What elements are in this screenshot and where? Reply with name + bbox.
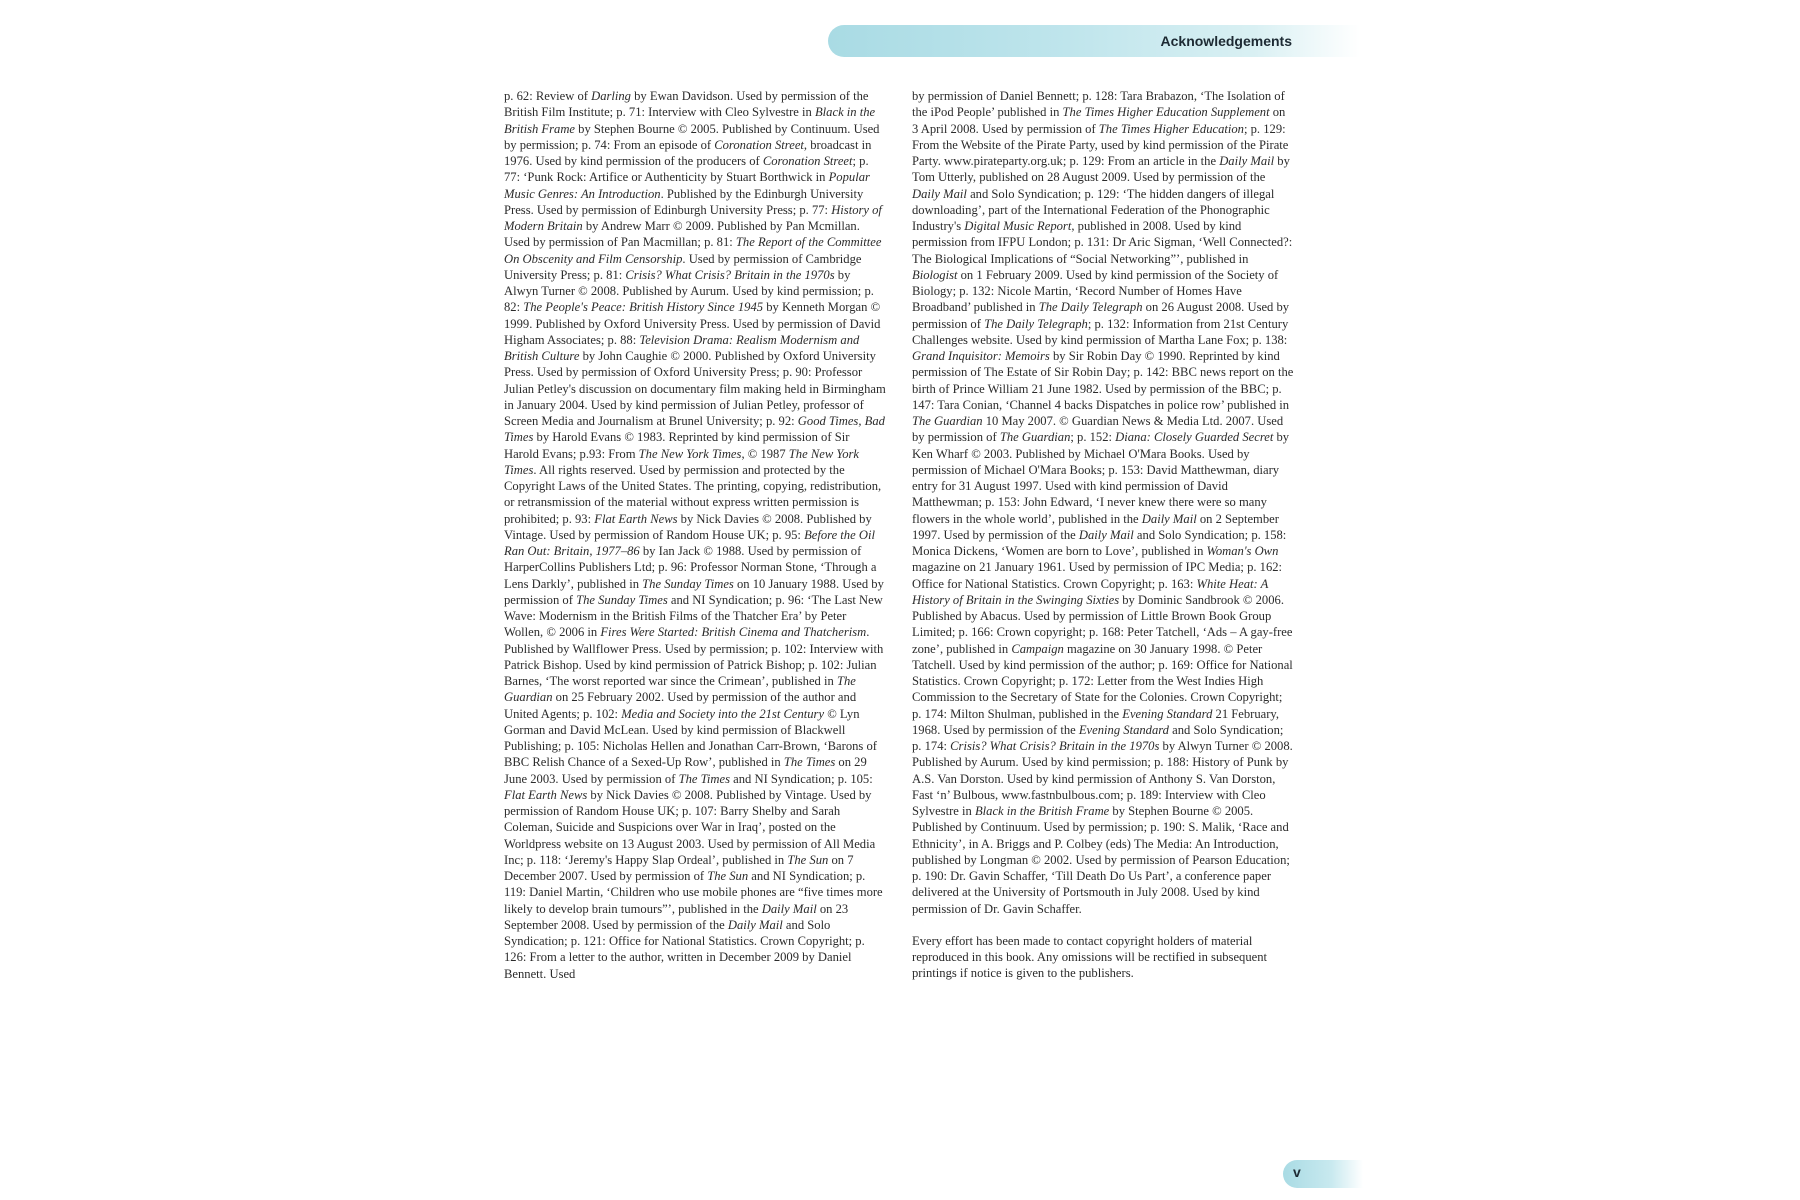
citation-title: Daily Mail	[1219, 154, 1275, 168]
citation-title: Campaign	[1011, 641, 1064, 656]
citation-title: Flat Earth News	[504, 787, 588, 802]
citation-title: Daily Mail	[727, 917, 783, 932]
citation-text: ; p. 77: ‘Punk Rock: Artifice or Authenticity by Stuart Borthwick in	[504, 154, 869, 185]
citation-title: The Daily Telegraph	[1038, 300, 1143, 315]
citation-title: Biologist	[912, 267, 958, 282]
citation-text: by Alwyn Turner © 2008. Published by Aurum. Used by kind permission; p. 82:	[504, 267, 874, 315]
citation-title: The Sun	[707, 869, 749, 883]
citation-text: p. 62: Review of	[504, 89, 592, 103]
citation-text: magazine on 30 January 1998. © Peter Tatchell. Used by kind permission of the author; p. 169: Office for National Statistics. Crown Copyright; p. 172: Letter from the West Indies High Commission to the Secretary of State for the Colonies. Crown Copyright; p. 174: Milton Shulman, published in the	[912, 641, 1293, 721]
citation-title: The Guardian	[999, 430, 1071, 445]
citation-title: Good Times, Bad Times	[504, 414, 885, 445]
citation-title: Woman's Own	[1206, 544, 1279, 558]
citation-title: The Times Higher Education	[1098, 121, 1244, 136]
closing-note: Every effort has been made to contact copyright holders of material reproduced in this book. Any omissions will be rectified in subsequent printings if notice is given to the publishers.	[912, 933, 1268, 981]
citation-title: The Sunday Times	[576, 592, 668, 607]
citation-title: Fires Were Started: British Cinema and Thatcherism	[600, 625, 867, 640]
citation-text: and NI Syndication; p. 119: Daniel Martin, ‘Children who use mobile phones are “five times more likely to develop brain tumours”’, published in the	[504, 869, 883, 916]
citation-text: on 26 August 2008. Used by permission of	[912, 300, 1290, 331]
citation-text: . All rights reserved. Used by permission and protected by the Copyright Laws of the United States. The printing, copying, redistribution, or retransmission of the material without express written permission is prohibited; p. 93:	[504, 462, 882, 526]
citation-text: on 1 February 2009. Used by kind permission of the Society of Biology; p. 132: Nicole Martin, ‘Record Number of Homes Have Broadband’ published in	[912, 267, 1279, 315]
citation-title: The Daily Telegraph	[984, 316, 1088, 331]
citation-title: The New York Times	[504, 446, 860, 477]
citation-text: by Ian Jack © 1988. Used by permission of HarperCollins Publishers Ltd; p. 96: Professor Norman Stone, ‘Through a Lens Darkly’, published in	[504, 544, 877, 591]
acknowledgements-right-column	[912, 88, 1294, 982]
citation-text: by Tom Utterly, published on 28 August 2009. Used by permission of the	[912, 154, 1290, 185]
citation-text: 10 May 2007. © Guardian News & Media Ltd. 2007. Used by permission of	[912, 414, 1284, 445]
citation-title: Daily Mail	[912, 186, 967, 201]
citation-text: ; p. 132: Information from 21st Century Challenges website. Used by kind permission of Martha Lane Fox; p. 138:	[912, 316, 1289, 347]
citation-title: Daily Mail	[1078, 527, 1134, 542]
citation-text: on 10 January 1988. Used by permission of	[504, 576, 884, 607]
citation-title: The New York Times	[638, 446, 742, 461]
citation-title: Black in the British Frame	[504, 105, 876, 136]
acknowledgements-left-column	[504, 88, 886, 982]
citation-text: by Sir Robin Day © 1990. Reprinted by kind permission of The Estate of Sir Robin Day; p. 142: BBC news report on the birth of Prince William 21 June 1982. Used by permission of the BBC; p. 147: Tara Conian, ‘Channel 4 backs Dispatches in police row’ published in	[912, 349, 1294, 412]
citation-title: Coronation Street	[714, 137, 804, 152]
citation-title: The Times	[678, 771, 730, 786]
citation-text: . Published by the Edinburgh University Press. Used by permission of Edinburgh University Press; p. 77:	[504, 186, 864, 217]
citation-text: by Nick Davies © 2008. Published by Vintage. Used by permission of Random House UK; p. 107: Barry Shelby and Sarah Coleman, Suicide and Suspicions over War in Iraq’, posted on the Worldpress website on 13 August 2003. Used by permission of All Media Inc; p. 118: ‘Jeremy's Happy Slap Ordeal’, published in	[504, 787, 876, 867]
citation-text: on 23 September 2008. Used by permission of the	[504, 901, 849, 932]
citation-title: The Sunday Times	[642, 576, 734, 591]
citation-title: The People's Peace: British History Since 1945	[523, 300, 764, 315]
citation-title: The Sun	[787, 852, 829, 867]
citation-title: Television Drama: Realism Modernism and British Culture	[504, 332, 860, 363]
citation-text: by Harold Evans © 1983. Reprinted by kind permission of Sir Harold Evans; p.93: From	[504, 430, 850, 461]
citation-title: Popular Music Genres: An Introduction	[504, 170, 870, 201]
citation-title: Crisis? What Crisis? Britain in the 1970s	[625, 267, 835, 282]
citation-text: , broadcast in 1976. Used by kind permission of the producers of	[504, 137, 872, 168]
citation-title: The Guardian	[912, 414, 983, 428]
citation-title: Evening Standard	[1122, 706, 1213, 721]
citation-title: Crisis? What Crisis? Britain in the 1970s	[950, 739, 1160, 753]
citation-text: by Andrew Marr © 2009. Published by Pan Mcmillan. Used by permission of Pan Macmillan; p. 81:	[504, 219, 860, 250]
citation-text: by Ken Wharf © 2003. Published by Michael O'Mara Books. Used by permission of Michael O'Mara Books; p. 153: David Matthewman, diary entry for 31 August 1997. Used with kind permission of David Matthewman; p. 153: John Edward, ‘I never knew there were so many flowers in the whole world’, published in the	[912, 430, 1290, 526]
citation-text: and NI Syndication; p. 105:	[730, 771, 873, 786]
citation-title: The Times	[783, 755, 836, 770]
left-column-text	[504, 88, 886, 982]
citation-title: Before the Oil Ran Out: Britain, 1977–86	[504, 527, 875, 558]
citation-title: Evening Standard	[1078, 722, 1169, 737]
citation-title: Black in the British Frame	[974, 804, 1110, 818]
citation-title: White Heat: A History of Britain in the Swinging Sixties	[912, 576, 1269, 607]
citation-text: on 3 April 2008. Used by permission of	[912, 105, 1286, 136]
citation-text: by Alwyn Turner © 2008. Published by Aurum. Used by kind permission; p. 188: History of Punk by A.S. Van Dorston. Used by kind permission of Anthony S. Van Dorston, Fast ‘n’ Bulbous, www.fastnbulbous.com; p. 189: Interview with Cleo Sylvestre in	[912, 739, 1293, 818]
citation-title: Diana: Closely Guarded Secret	[1115, 430, 1274, 445]
citation-text: by Nick Davies © 2008. Published by Vintage. Used by permission of Random House UK; p. 95:	[504, 511, 872, 542]
citation-title: Media and Society into the 21st Century	[621, 706, 825, 721]
citation-text: by permission of Daniel Bennett; p. 128: Tara Brabazon, ‘The Isolation of the iPod People’ published in	[912, 89, 1285, 120]
citation-title: Daily Mail	[1141, 511, 1197, 526]
citation-text: and NI Syndication; p. 96: ‘The Last New Wave: Modernism in the British Films of the Thatcher Era’ by Peter Wollen, © 2006 in	[504, 592, 883, 640]
citation-text: , published in 2008. Used by kind permission from IFPU London; p. 131: Dr Aric Sigman, ‘Well Connected?: The Biological Implications of “Social Networking”’, published in	[912, 219, 1293, 266]
citation-title: History of Modern Britain	[504, 202, 882, 233]
citation-text: and Solo Syndication; p. 121: Office for National Statistics. Crown Copyright; p. 126: From a letter to the author, written in December 2009 by Daniel Bennett. Used	[504, 917, 865, 981]
citation-text: © Lyn Gorman and David McLean. Used by kind permission of Blackwell Publishing; p. 105: Nicholas Hellen and Jonathan Carr-Brown, ‘Barons of BBC Relish Chance of a Sexed-Up Row’, published in	[504, 706, 877, 770]
citation-text: 21 February, 1968. Used by permission of the	[912, 706, 1280, 737]
citation-text: on 25 February 2002. Used by permission of the author and United Agents; p. 102:	[504, 690, 857, 721]
citation-title: The Times Higher Education Supplement	[1062, 105, 1270, 120]
citation-text: and Solo Syndication; p. 158: Monica Dickens, ‘Women are born to Love’, published in	[912, 527, 1287, 558]
citation-text: . Used by permission of Cambridge University Press; p. 81:	[504, 251, 862, 282]
citation-text: by Stephen Bourne © 2005. Published by Continuum. Used by permission; p. 74: From an episode of	[504, 121, 880, 152]
citation-text: on 29 June 2003. Used by permission of	[504, 755, 867, 786]
citation-text: by Stephen Bourne © 2005. Published by Continuum. Used by permission; p. 190: S. Malik, ‘Race and Ethnicity’, in A. Briggs and P. Colbey (eds) The Media: An Introduction, published by Longman © 2002. Used by permission of Pearson Education; p. 190: Dr. Gavin Schaffer, ‘Till Death Do Us Part’, a conference paper delivered at the University of Portsmouth in July 2008. Used by kind permission of Dr. Gavin Schaffer.	[912, 804, 1290, 916]
citation-text: by John Caughie © 2000. Published by Oxford University Press. Used by permission of Oxford University Press; p. 90: Professor Julian Petley's discussion on documentary film making held in Birmingham in January 2004. Used by kind permission of Julian Petley, professor of Screen Media and Journalism at Brunel University; p. 92:	[504, 349, 886, 428]
citation-text: by Kenneth Morgan © 1999. Published by Oxford University Press. Used by permission of David Higham Associates; p. 88:	[504, 300, 881, 347]
right-column-text	[912, 88, 1294, 917]
citation-title: Grand Inquisitor: Memoirs	[912, 349, 1050, 363]
citation-text: by Dominic Sandbrook © 2006. Published by Abacus. Used by permission of Little Brown Book Group Limited; p. 166: Crown copyright; p. 168: Peter Tatchell, ‘Ads – A gay-free zone’, published in	[912, 592, 1293, 656]
citation-text: and Solo Syndication; p. 129: ‘The hidden dangers of illegal downloading’, part of the International Federation of the Phonographic Industry's	[912, 186, 1275, 233]
citation-title: Daily Mail	[761, 901, 817, 916]
citation-text: ; p. 152:	[1070, 430, 1116, 445]
citation-title: Flat Earth News	[594, 511, 678, 526]
page-number: v	[1293, 1164, 1301, 1180]
citation-title: Digital Music Report	[964, 219, 1072, 233]
citation-title: Coronation Street	[762, 154, 853, 168]
citation-text: on 7 December 2007. Used by permission of	[504, 852, 854, 883]
citation-title: The Guardian	[504, 674, 856, 705]
citation-title: Darling	[591, 89, 631, 103]
citation-text: . Published by Wallflower Press. Used by permission; p. 102: Interview with Patrick Bishop. Used by kind permission of Patrick Bishop; p. 102: Julian Barnes, ‘The worst reported war since the Crimean’, published in	[504, 625, 884, 688]
citation-text: by Ewan Davidson. Used by permission of the British Film Institute; p. 71: Interview with Cleo Sylvestre in	[504, 89, 869, 120]
citation-text: on 2 September 1997. Used by permission of the	[912, 511, 1279, 542]
citation-text: , © 1987	[741, 446, 789, 461]
citation-text: magazine on 21 January 1961. Used by permission of IPC Media; p. 162: Office for National Statistics. Crown Copyright; p. 163:	[912, 560, 1283, 591]
running-header-title: Acknowledgements	[1160, 33, 1292, 49]
citation-text: and Solo Syndication; p. 174:	[912, 722, 1284, 753]
citation-text: ; p. 129: From the Website of the Pirate Party, used by kind permission of the Pirate Party. www.pirateparty.org.uk; p. 129: From an article in the	[912, 121, 1289, 168]
citation-title: The Report of the Committee On Obscenity and Film Censorship	[504, 235, 882, 266]
